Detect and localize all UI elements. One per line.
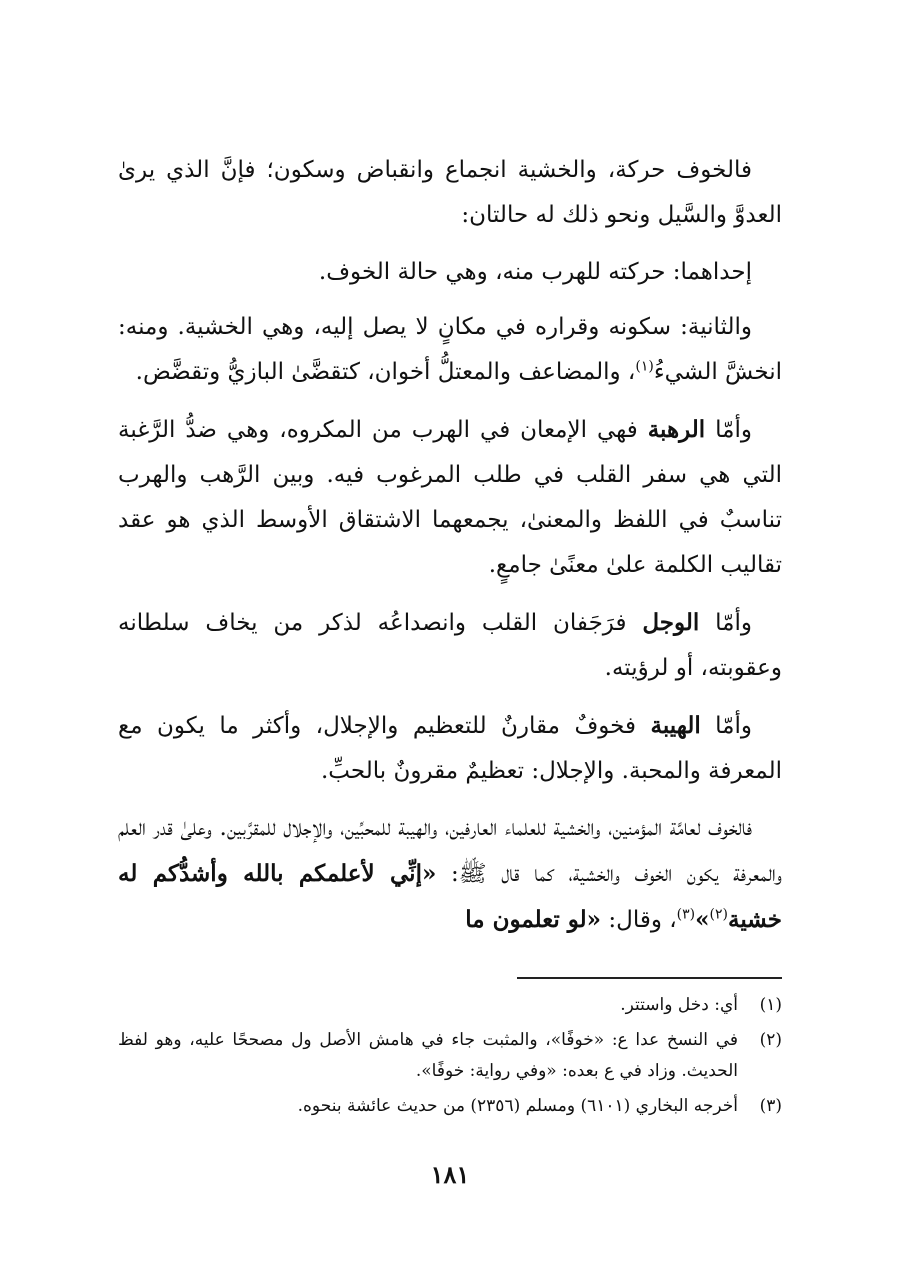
paragraph-fear-and-awe bbox=[118, 148, 782, 238]
paragraph-text: فرَجَفان القلب وانصداعُه لذكر من يخاف سلطانه وعقوبته، أو لرؤيته. bbox=[118, 610, 782, 681]
footnote-text: في النسخ عدا ع: «خوفًا»، والمثبت جاء في هامش الأصل ول مصححًا عليه، وهو لفظ الحديث. وزاد في ع بعده: «وفي رواية: خوفًا». bbox=[118, 1030, 738, 1081]
paragraph-text: فالخوف لعامَّة المؤمنين، والخشية للعلماء العارفين، والهيبة للمحبِّين، والإجلال للمقرَّبين. وعلىٰ قدر العلم والمعرفة يكون الخوف والخشية، كما قال ﷺ: bbox=[118, 815, 782, 887]
hadith-quote-close: » bbox=[695, 906, 710, 933]
paragraph-text: وأمّا bbox=[700, 713, 753, 739]
paragraph-text: فالخوف حركة، والخشية انجماع وانقباض وسكون؛ فإنَّ الذي يرىٰ العدوَّ والسَّيل ونحو ذلك له حالتان: bbox=[118, 157, 782, 228]
hadith-quote-2: «لو تعلمون ما bbox=[465, 906, 602, 933]
paragraph-text: ، وقال: bbox=[601, 907, 677, 933]
footnote-number: (٣) bbox=[759, 1096, 782, 1116]
footnote-item bbox=[118, 1025, 782, 1087]
footnote-reference-3[interactable]: (٣) bbox=[676, 906, 696, 923]
paragraph-second-state bbox=[118, 305, 782, 395]
paragraph-wajal bbox=[118, 600, 782, 691]
paragraph-text: فهي الإمعان في الهرب من المكروه، وهي ضدُّ الرَّغبة التي هي سفر القلب في طلب المرغوب فيه. وبين الرَّهب والهرب تناسبٌ في اللفظ والمعنىٰ، يجمعهما الاشتقاق الأوسط الذي هو عقد تقاليب الكلمة علىٰ معنًىٰ جامعٍ. bbox=[118, 417, 782, 578]
paragraph-text: ، والمضاعف والمعتلُّ أخوان، كتقضَّىٰ البازيُّ وتقضَّض. bbox=[135, 359, 636, 385]
footnote-reference-2[interactable]: (٢) bbox=[709, 906, 728, 923]
footnote-number: (١) bbox=[759, 995, 782, 1015]
paragraph-rahba bbox=[118, 407, 782, 588]
footnote-item bbox=[118, 990, 782, 1021]
term-wajal: الوجل bbox=[642, 609, 700, 636]
footnote-separator bbox=[517, 977, 782, 979]
footnote-reference-1[interactable]: (١) bbox=[635, 358, 654, 375]
paragraph-text: فخوفٌ مقارنٌ للتعظيم والإجلال، وأكثر ما يكون مع المعرفة والمحبة. والإجلال: تعظيمٌ مقرونٌ بالحبِّ. bbox=[118, 713, 782, 784]
hadith-quote-1: «إنِّي لأعلمكم بالله وأشدُّكم له خشية bbox=[118, 860, 782, 933]
paragraph-text: والثانية: سكونه وقراره في مكانٍ لا يصل إليه، وهي الخشية. ومنه: انخشَّ الشيءُ bbox=[118, 314, 782, 385]
paragraph-text: وأمّا bbox=[699, 610, 752, 636]
paragraph-levels bbox=[118, 806, 782, 943]
main-text bbox=[118, 148, 782, 955]
term-rahba: الرهبة bbox=[647, 416, 706, 443]
paragraph-hayba bbox=[118, 703, 782, 794]
footnotes bbox=[118, 990, 782, 1126]
term-hayba: الهيبة bbox=[650, 712, 701, 739]
page-number: ١٨١ bbox=[430, 1160, 470, 1189]
paragraph-first-state bbox=[118, 250, 782, 295]
footnote-item bbox=[118, 1091, 782, 1122]
footnote-number: (٢) bbox=[759, 1030, 782, 1050]
footnote-text: أي: دخل واستتر. bbox=[620, 995, 738, 1015]
footnote-text: أخرجه البخاري (٦١٠١) ومسلم (٢٣٥٦) من حديث عائشة بنحوه. bbox=[297, 1096, 738, 1116]
paragraph-text: إحداهما: حركته للهرب منه، وهي حالة الخوف. bbox=[318, 259, 752, 285]
paragraph-text: وأمّا bbox=[705, 417, 752, 443]
